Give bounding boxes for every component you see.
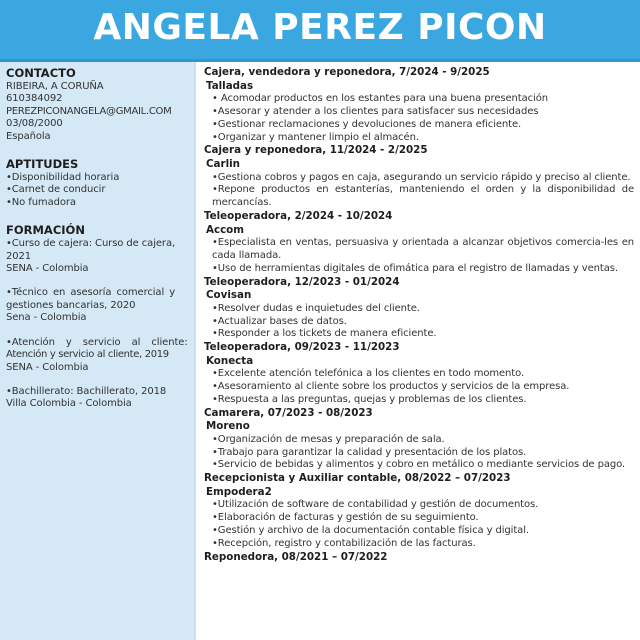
job-entry	[204, 210, 634, 276]
job-company: Konecta	[206, 354, 254, 367]
contact-email: PEREZPICONANGELA@GMAIL.COM	[6, 105, 172, 117]
job-entry	[204, 144, 634, 210]
job-company: Accom	[206, 223, 244, 236]
resume-header	[0, 0, 640, 62]
job-title: Teleoperadora, 12/2023 - 01/2024	[204, 275, 400, 288]
education-title: FORMACIÓN	[6, 223, 85, 238]
job-company: Empodera2	[206, 485, 272, 498]
job-duty: •Resolver dudas e inquietudes del cliente.	[212, 302, 420, 314]
job-title: Recepcionista y Auxiliar contable, 08/2022 – 07/2023	[204, 472, 511, 485]
job-duties	[204, 368, 634, 406]
job-title: Camarera, 07/2023 - 08/2023	[204, 406, 373, 419]
job-duty: •Gestiona cobros y pagos en caja, asegurando un servicio rápido y preciso al cliente.	[212, 171, 631, 183]
spacer	[6, 209, 188, 223]
job-company: Moreno	[206, 420, 250, 433]
job-duty: •Servicio de bebidas y alimentos y cobro en metálico o mediante servicios de pago.	[212, 459, 626, 471]
job-entry	[204, 407, 634, 473]
education-section	[6, 223, 188, 410]
spacer	[6, 143, 188, 157]
job-duty: •Excelente atención telefónica a los clientes en todo momento.	[212, 368, 525, 380]
skill-item: •No fumadora	[6, 196, 76, 208]
job-duty: •Organización de mesas y preparación de sala.	[212, 433, 445, 445]
skills-title: APTITUDES	[6, 157, 79, 172]
job-company: Carlin	[206, 157, 240, 170]
sidebar	[0, 62, 196, 640]
education-course: •Bachillerato: Bachillerato, 2018	[6, 385, 167, 397]
contact-title: CONTACTO	[6, 66, 76, 80]
job-duty: •Trabajo para garantizar la calidad y presentación de los platos.	[212, 446, 527, 458]
education-place: Sena - Colombia	[6, 312, 87, 324]
job-duty: •Asesorar y atender a los clientes para satisfacer sus necesidades	[212, 105, 539, 117]
education-course: •Técnico en asesoría comercial y	[6, 287, 176, 299]
job-entry	[204, 472, 634, 550]
job-duties	[204, 237, 634, 275]
job-duty: • Acomodar productos en los estantes para una buena presentación	[212, 93, 548, 105]
education-place: SENA - Colombia	[6, 263, 89, 275]
education-course-cont: 2021	[6, 250, 32, 262]
job-duties	[204, 499, 634, 550]
job-title: Reponedora, 08/2021 – 07/2022	[204, 550, 388, 563]
job-duty: •Gestión y archivo de la documentación contable física y digital.	[212, 525, 529, 537]
job-entry	[204, 551, 634, 565]
contact-phone: 610384092	[6, 93, 63, 105]
job-duty: •Responder a los tickets de manera eficiente.	[212, 328, 437, 340]
job-duty: •Gestionar reclamaciones y devoluciones de manera eficiente.	[212, 118, 522, 130]
job-company: Covisan	[206, 289, 252, 302]
education-course: •Atención y servicio al cliente:	[6, 336, 188, 348]
job-duties	[204, 303, 634, 341]
skill-item: •Disponibilidad horaria	[6, 172, 120, 184]
job-title: Teleoperadora, 2/2024 - 10/2024	[204, 209, 393, 222]
job-title: Cajera, vendedora y reponedora, 7/2024 - 9/2025	[204, 66, 490, 78]
experience-column	[198, 66, 640, 640]
job-title: Teleoperadora, 09/2023 - 11/2023	[204, 341, 400, 354]
contact-nationality: Española	[6, 130, 51, 142]
job-company: Talladas	[206, 79, 254, 92]
skill-item: •Carnet de conducir	[6, 184, 106, 196]
job-duty: •Recepción, registro y contabilización de las facturas.	[212, 537, 476, 549]
education-place: SENA - Colombia	[6, 361, 89, 373]
education-item	[6, 337, 188, 374]
contact-birthdate: 03/08/2000	[6, 118, 63, 130]
job-entry	[204, 276, 634, 342]
skills-section	[6, 157, 188, 209]
education-course-cont: Atención y servicio al cliente, 2019	[6, 349, 169, 361]
job-duty: •Organizar y mantener limpio el almacén.	[212, 131, 419, 143]
job-duty: •Uso de herramientas digitales de ofimática para el registro de llamadas y ventas.	[212, 262, 618, 274]
education-item	[6, 287, 188, 324]
job-entry	[204, 341, 634, 407]
contact-address: RIBEIRA, A CORUÑA	[6, 81, 104, 92]
job-duty: •Actualizar bases de datos.	[212, 315, 347, 327]
job-entry	[204, 66, 634, 144]
education-course: •Curso de cajera: Curso de cajera,	[6, 238, 176, 250]
education-item	[6, 386, 188, 411]
job-duty: •Repone productos en estanterías, manteniendo el orden y la disponibilidad de mercancías.	[212, 184, 634, 209]
candidate-name: ANGELA PEREZ PICON	[93, 7, 547, 48]
job-title: Cajera y reponedora, 11/2024 - 2/2025	[204, 144, 428, 157]
job-duties	[204, 93, 634, 144]
education-item	[6, 238, 188, 275]
job-duties	[204, 172, 634, 210]
job-duty: •Respuesta a las preguntas, quejas y problemas de los clientes.	[212, 393, 527, 405]
job-duty: •Elaboración de facturas y gestión de su seguimiento.	[212, 512, 479, 524]
job-duty: •Asesoramiento al cliente sobre los productos y servicios de la empresa.	[212, 381, 570, 393]
job-duty: •Utilización de software de contabilidad y gestión de documentos.	[212, 499, 539, 511]
job-duty: •Especialista en ventas, persuasiva y orientada a alcanzar objetivos comercia-les en cada llamada.	[212, 237, 634, 261]
job-duties	[204, 434, 634, 472]
education-place: Villa Colombia - Colombia	[6, 398, 132, 410]
education-course-cont: gestiones bancarias, 2020	[6, 299, 136, 311]
contact-section	[6, 66, 188, 143]
